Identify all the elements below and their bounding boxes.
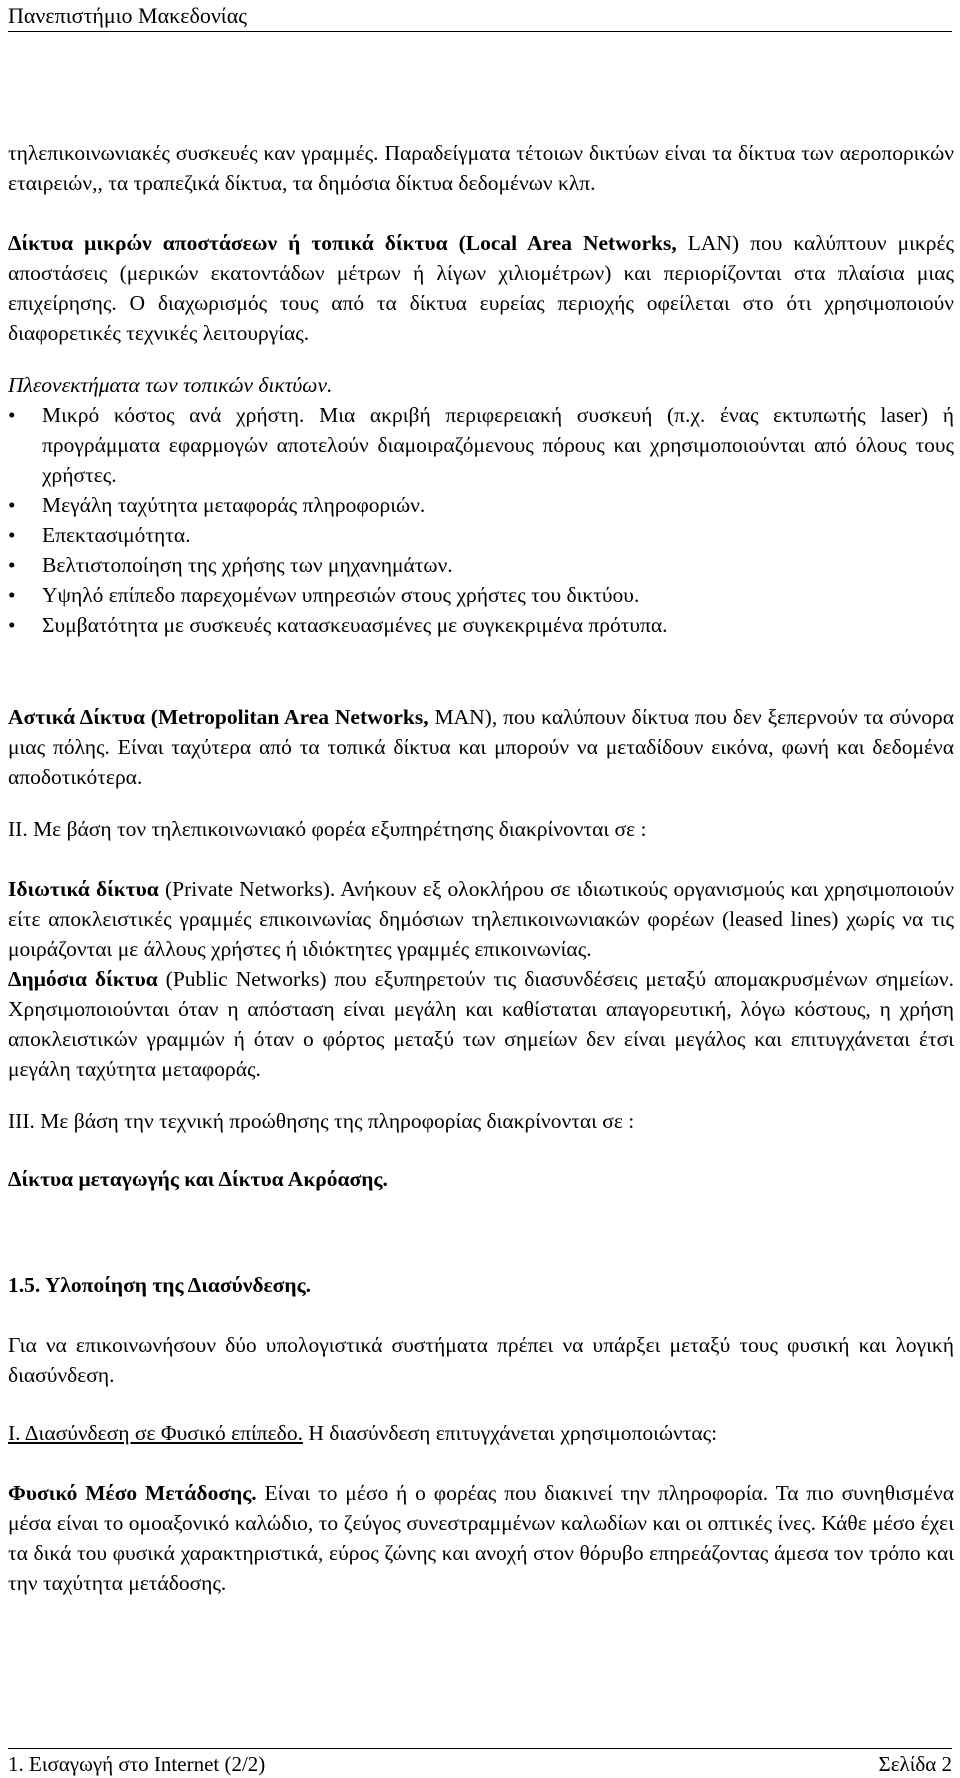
private-paragraph <box>8 874 954 964</box>
private-text: (Private Networks). Ανήκουν εξ ολοκλήρου σε ιδιωτικούς οργανισμούς και χρησιμοποιούν είτε αποκλειστικές γραμμές επικοινωνίας δημόσιων τηλεπικοινωνιακών φορέων (leased lines) χωρίς να τις μοιράζονται με άλλους χρήστες ή ιδιόκτητες γραμμές επικοινωνίας. <box>8 877 955 961</box>
man-term: Αστικά Δίκτυα (Metropolitan Area Networks, <box>8 705 429 729</box>
list-item: • Μικρό κόστος ανά χρήστη. Μια ακριβή περιφερειακή συσκευή (π.χ. ένας εκτυπωτής laser) ή προγράμματα εφαρμογών αποτελούν διαμοιραζόμενους πόρους και χρησιμοποιούνται από όλους τους χρήστες. <box>8 400 954 490</box>
section2-line: II. Με βάση τον τηλεπικοινωνιακό φορέα εξυπηρέτησης διακρίνονται σε : <box>8 817 647 841</box>
private-term: Ιδιωτικά δίκτυα <box>8 877 159 901</box>
section-heading-1-5: 1.5. Υλοποίηση της Διασύνδεσης. <box>8 1273 312 1297</box>
list-item: • Επεκτασιμότητα. <box>8 520 954 550</box>
intro-paragraph <box>8 138 954 198</box>
physical-underlined: Ι. Διασύνδεση σε Φυσικό επίπεδο. <box>8 1421 303 1445</box>
public-text: (Public Networks) που εξυπηρετούν τις διασυνδέσεις μεταξύ απομακρυσμένων σημείων. Χρησιμοποιούνται όταν η απόσταση είναι μεγάλη και καθίσταται απαγορευτική, λόγω κόστους, η χρήση αποκλειστικών γραμμών ή όταν ο φόρτος μεταξύ των σημείων δεν είναι μεγάλος και επιτυγχάνεται έτσι μεγάλη ταχύτητα μεταφοράς. <box>8 967 954 1081</box>
header-title: Πανεπιστήμιο Μακεδονίας <box>8 3 247 28</box>
page-footer <box>8 1748 952 1777</box>
physical-paragraph <box>8 1418 954 1448</box>
public-paragraph <box>8 964 954 1084</box>
section3-line: III. Με βάση την τεχνική προώθησης της πληροφορίας διακρίνονται σε : <box>8 1109 635 1133</box>
list-item: • Υψηλό επίπεδο παρεχομένων υπηρεσιών στους χρήστες του δικτύου. <box>8 580 954 610</box>
footer-chapter: 1. Εισαγωγή στο Internet (2/2) <box>8 1752 266 1776</box>
list-item: • Μεγάλη ταχύτητα μεταφοράς πληροφοριών. <box>8 490 954 520</box>
advantages-list <box>8 400 954 640</box>
lan-text: LAN) που καλύπτουν μικρές αποστάσεις (μερικών εκατοντάδων μέτρων ή λίγων χιλιομέτρων) και περιορίζονται στα πλαίσια μιας επιχείρησης. Ο διαχωρισμός τους από τα δίκτυα ευρείας περιοχής οφείλεται στο ότι χρησιμοποιούν διαφορετικές τεχνικές λειτουργίας. <box>8 231 955 345</box>
lan-term: Δίκτυα μικρών αποστάσεων ή τοπικά δίκτυα (Local Area Networks, <box>8 231 677 255</box>
connect-paragraph: Για να επικοινωνήσουν δύο υπολογιστικά συστήματα πρέπει να υπάρξει μεταξύ τους φυσική και λογική διασύνδεση. <box>8 1333 954 1387</box>
medium-paragraph <box>8 1478 954 1598</box>
medium-text: Είναι το μέσο ή ο φορέας που διακινεί την πληροφορία. Τα πιο συνηθισμένα μέσα είναι το ομοαξονικό καλώδιο, το ζεύγος συνεστραμμένων καλωδίων και οι οπτικές ίνες. Κάθε μέσο έχει τα δικά του φυσικά χαρακτηριστικά, εύρος ζώνης και ανοχή στον θόρυβο επηρεάζοντας άμεσα τον τρόπο και την ταχύτητα μετάδοσης. <box>8 1481 954 1595</box>
public-term: Δημόσια δίκτυα <box>8 967 158 991</box>
man-paragraph <box>8 702 954 792</box>
intro-text: τηλεπικοινωνιακές συσκευές καν γραμμές. Παραδείγματα τέτοιων δικτύων είναι τα δίκτυα των αεροπορικών εταιρειών,, τα τραπεζικά δίκτυα, τα δημόσια δίκτυα δεδομένων κλπ. <box>8 141 954 195</box>
physical-text: Η διασύνδεση επιτυγχάνεται χρησιμοποιώντας: <box>302 1421 718 1445</box>
advantages-heading: Πλεονεκτήματα των τοπικών δικτύων. <box>8 373 333 397</box>
lan-paragraph <box>8 228 954 348</box>
medium-term: Φυσικό Μέσο Μετάδοσης. <box>8 1481 257 1505</box>
document-body <box>8 138 954 1598</box>
man-text: MAN), που καλύπουν δίκτυα που δεν ξεπερνούν τα σύνορα μιας πόλης. Είναι ταχύτερα από τα τοπικά δίκτυα και μπορούν να μεταδίδουν εικόνα, φωνή και δεδομένα αποδοτικότερα. <box>8 705 954 789</box>
section3-bold: Δίκτυα μεταγωγής και Δίκτυα Ακρόασης. <box>8 1167 388 1191</box>
list-item: • Βελτιστοποίηση της χρήσης των μηχανημάτων. <box>8 550 954 580</box>
page-header <box>8 2 952 32</box>
footer-page-number: Σελίδα 2 <box>878 1752 952 1776</box>
list-item: • Συμβατότητα με συσκευές κατασκευασμένες με συγκεκριμένα πρότυπα. <box>8 610 954 640</box>
